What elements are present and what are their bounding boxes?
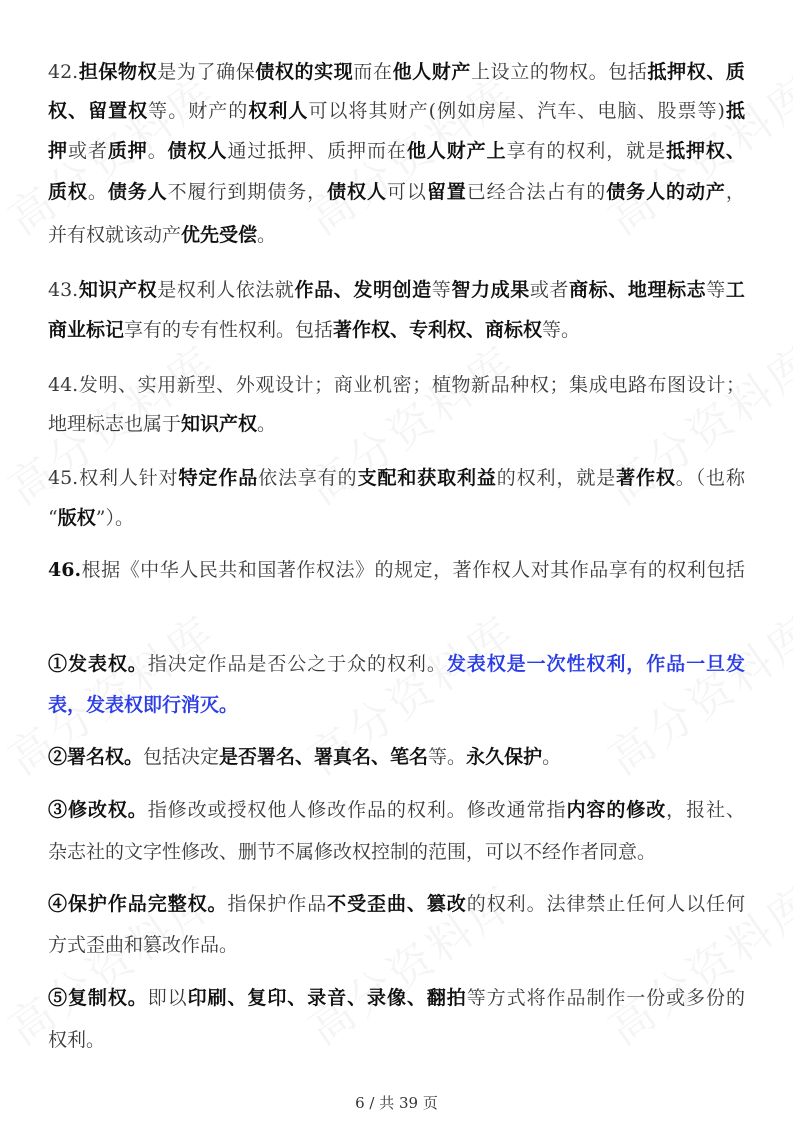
highlighted-text-run: 发表权是一次性权利，作品一旦发	[446, 653, 745, 675]
text-run: 指修改或授权他人修改作品的权利。修改通常指	[147, 799, 567, 821]
text-run: 45.权利人针对	[48, 467, 179, 489]
bold-text-run: 商标、地理标志	[569, 279, 707, 301]
paragraph-line	[48, 652, 745, 676]
text-run: 等。财产的	[148, 100, 249, 122]
text-run: 等。	[428, 746, 467, 768]
paragraph-line	[48, 278, 745, 302]
text-run: 可以将其财产(例如房屋、汽车、电脑、股票等)	[308, 100, 725, 122]
text-run: 等方式将作品制作一份或多份的	[466, 987, 745, 1009]
bold-text-run: 债权人	[327, 181, 387, 203]
text-run: 42.	[48, 61, 79, 83]
highlighted-text-run: 表，发表权即行消灭。	[48, 694, 239, 716]
paragraph-line	[48, 180, 745, 204]
bold-text-run: 他人财产上	[406, 140, 507, 162]
bold-text-run: 押	[48, 140, 68, 162]
bold-text-run: 权、留置权	[48, 100, 149, 122]
bold-text-run: 知识产权	[78, 279, 158, 301]
bold-text-run: 特定作品	[178, 467, 259, 489]
paragraph-line	[48, 1028, 745, 1052]
bold-text-run: 不受歪曲、篡改	[327, 893, 467, 915]
paragraph-line	[48, 840, 745, 864]
text-run: 而在	[353, 61, 393, 83]
bold-text-run: 担保物权	[78, 61, 158, 83]
text-run: 指保护作品	[227, 893, 328, 915]
bold-text-run: 内容的修改	[566, 799, 667, 821]
text-run: 等	[431, 279, 452, 301]
text-run: 。	[147, 140, 168, 162]
text-run: 。	[257, 224, 277, 246]
bold-text-run: 质押	[107, 140, 148, 162]
text-run: 已经合法占有的	[466, 181, 607, 203]
bold-text-run: 版权	[57, 507, 96, 529]
bold-text-run: ③修改权。	[48, 799, 148, 821]
text-run: 通过抵押、质押而在	[227, 140, 407, 162]
paragraph-line	[48, 412, 745, 436]
text-run: 44.发明、实用新型、外观设计；商业机密；植物新品种权；集成电路布图设计；	[48, 374, 745, 396]
bold-text-run: 他人财产	[392, 61, 472, 83]
text-run: 等。	[542, 319, 581, 341]
bold-text-run: 留置	[426, 181, 467, 203]
bold-text-run: 支配和获取利益	[357, 467, 497, 489]
text-run: 享有的权利，就是	[506, 140, 667, 162]
paragraph-line	[48, 892, 745, 916]
bold-text-run: ⑤复制权。	[48, 987, 148, 1009]
text-run: 指决定作品是否公之于众的权利。	[147, 653, 447, 675]
bold-text-run: 著作权	[616, 467, 676, 489]
text-run: 。	[257, 413, 277, 435]
bold-text-run: 46.	[48, 559, 82, 581]
text-run: 。	[542, 746, 562, 768]
paragraph-line	[48, 139, 745, 163]
page-number: 6 / 共 39 页	[355, 1094, 438, 1112]
bold-text-run: ①发表权。	[48, 653, 148, 675]
bold-text-run: 债权的实现	[255, 61, 354, 83]
text-run: 的权利。法律禁止任何人以任何	[466, 893, 745, 915]
paragraph-line	[48, 466, 745, 490]
text-run: 。（也称	[675, 467, 745, 489]
text-run: 上设立的物权。包括	[471, 61, 648, 83]
bold-text-run: 智力成果	[451, 279, 530, 301]
text-run: 是为了确保	[157, 61, 256, 83]
bold-text-run: 抵押权、	[666, 140, 745, 162]
paragraph-line	[48, 558, 745, 582]
text-run: 杂志社的文字性修改、删节不属修改权控制的范围，可以不经作者同意。	[48, 841, 657, 863]
paragraph-line	[48, 373, 745, 397]
text-run: 不履行到期债务，	[167, 181, 328, 203]
bold-text-run: 商业标记	[48, 319, 125, 341]
bold-text-run: 债务人	[107, 181, 168, 203]
paragraph-line	[48, 318, 745, 342]
text-run: 或者	[529, 279, 570, 301]
bold-text-run: 印刷、复印、录音、录像、翻拍	[187, 987, 467, 1009]
bold-text-run: 是否署名、署真名、笔名	[219, 746, 429, 768]
bold-text-run: 抵押权、质	[647, 61, 745, 83]
text-run: 的权利，就是	[496, 467, 617, 489]
bold-text-run: 永久保护	[466, 746, 543, 768]
bold-text-run: 债务人的动产	[606, 181, 726, 203]
bold-text-run: 抵	[724, 100, 745, 122]
paragraph-line	[48, 933, 745, 957]
paragraph-line	[48, 223, 745, 247]
paragraph-line	[48, 986, 745, 1010]
paragraph-line	[48, 60, 745, 84]
text-run: 43.	[48, 279, 79, 301]
bold-text-run: 质权	[48, 181, 88, 203]
bold-text-run: 优先受偿	[181, 224, 258, 246]
text-run: 根据《中华人民共和国著作权法》的规定，著作权人对其作品享有的权利包括	[81, 559, 745, 581]
paragraph-line	[48, 745, 745, 769]
text-run: 地理标志也属于	[48, 413, 182, 435]
paragraph-line	[48, 798, 745, 822]
text-run: “	[48, 507, 58, 529]
text-run: 等	[706, 279, 726, 301]
text-run: 包括决定	[143, 746, 220, 768]
bold-text-run: 作品、发明创造	[294, 279, 432, 301]
text-run: 即以	[147, 987, 188, 1009]
text-run: 或者	[67, 140, 108, 162]
text-run: ”）。	[95, 507, 134, 529]
bold-text-run: ②署名权。	[48, 746, 144, 768]
bold-text-run: 工	[725, 279, 745, 301]
text-run: ，报社、	[666, 799, 745, 821]
bold-text-run: 债权人	[167, 140, 228, 162]
paragraph-line	[48, 506, 745, 530]
text-run: 依法享有的	[258, 467, 358, 489]
text-run: ，	[725, 181, 745, 203]
bold-text-run: 知识产权	[181, 413, 258, 435]
text-run: 可以	[386, 181, 427, 203]
bold-text-run: 著作权、专利权、商标权	[333, 319, 543, 341]
text-run: 享有的专有性权利。包括	[124, 319, 334, 341]
text-run: 权利。	[48, 1029, 106, 1051]
text-run: 。	[87, 181, 108, 203]
bold-text-run: 权利人	[248, 100, 309, 122]
text-run: 方式歪曲和篡改作品。	[48, 934, 239, 956]
paragraph-line	[48, 693, 745, 717]
text-run: 并有权就该动产	[48, 224, 182, 246]
paragraph-line	[48, 99, 745, 123]
bold-text-run: ④保护作品完整权。	[48, 893, 228, 915]
text-run: 是权利人依法就	[157, 279, 295, 301]
